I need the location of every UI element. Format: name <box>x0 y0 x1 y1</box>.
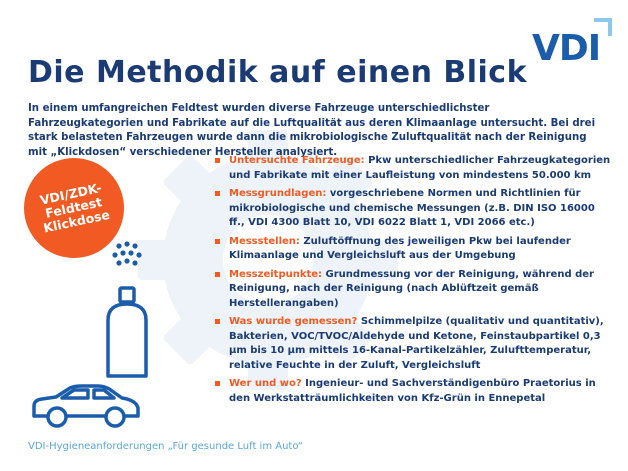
list-item <box>213 268 613 312</box>
item-text: Zuluftöffnung des jeweiligen Pkw bei laufender Klimaanlage und Vergleichsluft aus der Umgebung <box>229 235 571 261</box>
logo-text: VDI <box>532 28 601 69</box>
badge-text: VDI/ZDK- Feldtest Klickdose <box>38 179 112 236</box>
item-label: Messzeitpunkte: <box>229 268 323 280</box>
footer-caption: VDI-Hygieneanforderungen „Für gesunde Luft im Auto“ <box>28 441 303 452</box>
item-text: Ingenieur- und Sachverständigenbüro Praetorius in den Werkstatträumlichkeiten von Kfz-Grün in Ennepetal <box>229 378 596 404</box>
item-label: Messstellen: <box>229 235 300 247</box>
bullet-icon <box>215 158 220 163</box>
list-item <box>213 235 613 264</box>
car-icon <box>30 384 142 428</box>
item-label: Untersuchte Fahrzeuge: <box>229 155 365 166</box>
list-item <box>213 154 613 183</box>
logo-corner-mark <box>594 18 612 36</box>
list-item <box>213 377 613 406</box>
item-text: Schimmelpilze (qualitativ und quantitativ), Bakterien, VOC/TVOC/Aldehyde und Ketone, Feinstaubpartikel 0,3 µm bis 10 µm mittels 16-Kanal-Partikelzähler, Zulufttemperatur, relative Feuchte in der Zuluft, Vergleichsluft <box>229 316 604 371</box>
item-text: vorgeschriebene Normen und Richtlinien für mikrobiologische und chemische Messungen (z.B. DIN ISO 16000 ff., VDI 4300 Blatt 10, VDI 6022 Blatt 1, VDI 2066 etc.) <box>229 188 595 228</box>
bullet-icon <box>215 381 220 386</box>
page-title: Die Methodik auf einen Blick <box>28 55 528 90</box>
item-label: Wer und wo? <box>229 378 302 389</box>
vdi-logo <box>532 18 612 70</box>
list-item <box>213 187 613 231</box>
item-text: Pkw unterschiedlicher Fahrzeugkategorien und Fabrikate mit einer Laufleistung von mindestens 50.000 km <box>229 155 611 181</box>
bullet-icon <box>215 272 220 277</box>
list-item <box>213 315 613 373</box>
bullet-icon <box>215 191 220 196</box>
spray-can-icon <box>92 240 162 380</box>
bullet-icon <box>215 319 220 324</box>
item-text: Grundmessung vor der Reinigung, während der Reinigung, nach der Reinigung (nach Ablüftzeit gemäß Herstellerangaben) <box>229 268 594 309</box>
item-label: Messgrundlagen: <box>229 188 327 199</box>
item-label: Was wurde gemessen? <box>229 316 358 327</box>
methodik-list <box>213 154 613 406</box>
bullet-icon <box>215 239 220 244</box>
intro-text: In einem umfangreichen Feldtest wurden diverse Fahrzeuge unterschiedlichster Fahrzeugkategorien und Fabrikate auf die Luftqualität aus deren Klimaanlage untersucht. Bei drei stark belasteten Fahrzeugen wurde dann die mikrobiologische Zuluftqualität nach der Reinigung mit „Klickdosen“ verschiedener Hersteller analysiert. <box>28 103 596 158</box>
